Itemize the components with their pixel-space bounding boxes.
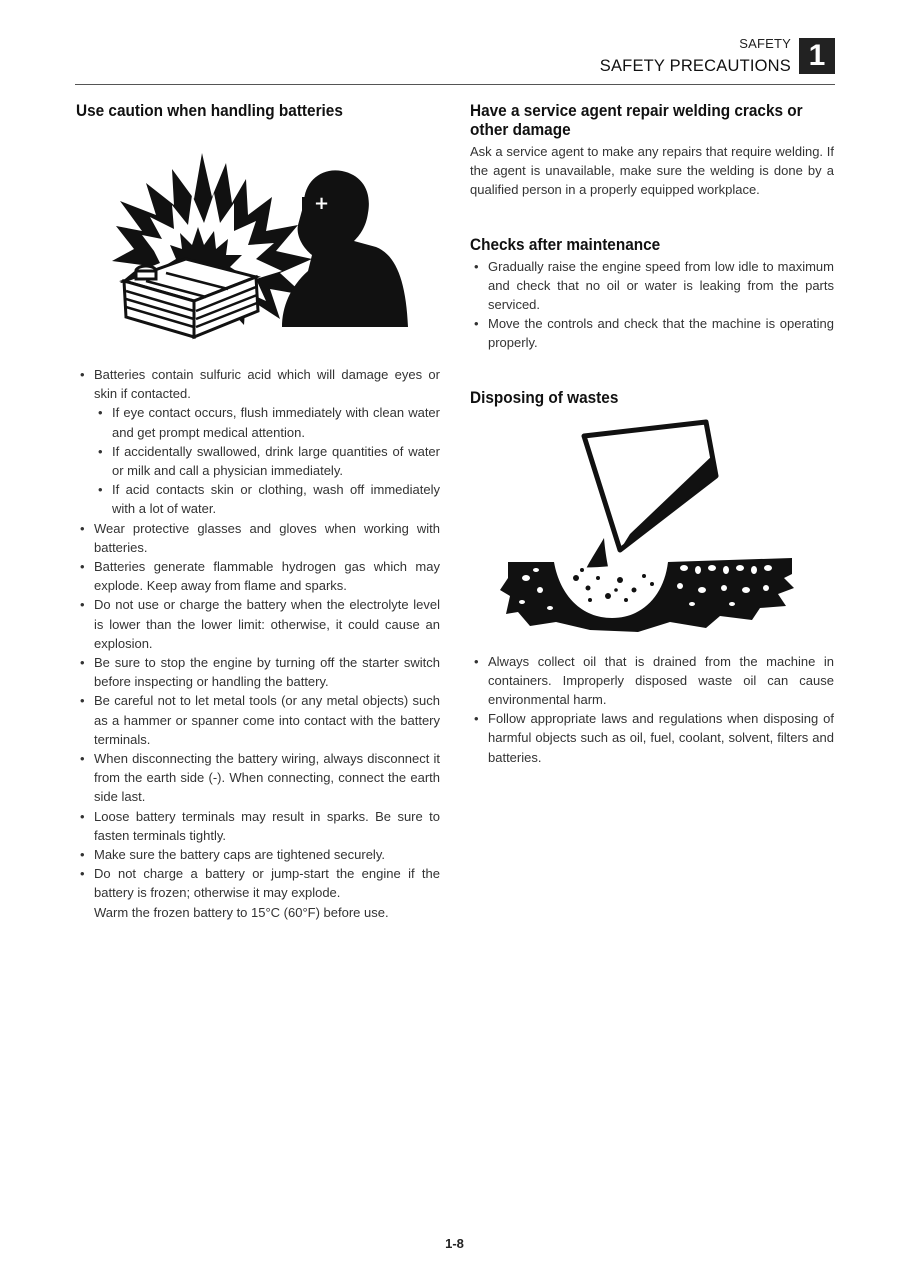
list-item: • Move the controls and check that the machine is operating properly. (470, 314, 834, 352)
list-item: • Batteries generate flammable hydrogen gas which may explode. Keep away from flame and sparks. (76, 557, 440, 595)
battery-heading: Use caution when handling batteries (76, 102, 343, 120)
list-item: • Batteries contain sulfuric acid which will damage eyes or skin if contacted. • If eye contact occurs, flush immediately with clean water and get prompt medical attention. • If accidentally swallowed, drink large quantities of water or milk and call a physician immediately. • If acid contacts skin or clothing, wash off immediately with a lot of water. (76, 365, 440, 519)
list-item: • Do not use or charge the battery when the electrolyte level is lower than the lower limit: otherwise, it could cause an explosion. (76, 595, 440, 653)
list-item: • Always collect oil that is drained from the machine in containers. Improperly disposed waste oil can cause environmental harm. (470, 652, 834, 710)
list-item: • Loose battery terminals may result in sparks. Be sure to fasten terminals tightly. (76, 807, 440, 845)
battery-explosion-icon (76, 131, 440, 343)
list-item: • Do not charge a battery or jump-start the engine if the battery is frozen; otherwise it may explode. Warm the frozen battery to 15°C (60°F) before use. (76, 864, 440, 922)
battery-precautions-list (76, 365, 440, 922)
page-number: 1-8 (445, 1236, 464, 1251)
oil-disposal-icon (470, 418, 834, 634)
checks-list (470, 257, 834, 353)
list-item: • Be sure to stop the engine by turning off the starter switch before inspecting or handling the battery. (76, 653, 440, 691)
list-item: • Wear protective glasses and gloves when working with batteries. (76, 519, 440, 557)
chapter-number-badge: 1 (799, 38, 835, 74)
list-item: • Make sure the battery caps are tightened securely. (76, 845, 440, 864)
wastes-list (470, 652, 834, 767)
welding-body: Ask a service agent to make any repairs that require welding. If the agent is unavailable, make sure the welding is done by a qualified person in a properly equipped workplace. (470, 144, 834, 198)
svg-text:+: + (314, 193, 330, 214)
section-title: SAFETY PRECAUTIONS (599, 57, 791, 75)
header-divider (75, 84, 835, 85)
section-label: SAFETY (739, 36, 791, 51)
list-item: • If accidentally swallowed, drink large quantities of water or milk and call a physician immediately. (94, 442, 440, 480)
wastes-heading: Disposing of wastes (470, 388, 619, 407)
list-item: • Be careful not to let metal tools (or any metal objects) such as a hammer or spanner come into contact with the battery terminals. (76, 691, 440, 749)
list-item: • When disconnecting the battery wiring, always disconnect it from the earth side (-). When connecting, connect the earth side last. (76, 749, 440, 807)
list-item: • If acid contacts skin or clothing, wash off immediately with a lot of water. (94, 480, 440, 518)
list-item: • Gradually raise the engine speed from low idle to maximum and check that no oil or water is leaking from the parts serviced. (470, 257, 834, 315)
list-item: • Follow appropriate laws and regulations when disposing of harmful objects such as oil, fuel, coolant, solvent, filters and batteries. (470, 709, 834, 767)
page-header (75, 36, 835, 86)
checks-heading: Checks after maintenance (470, 235, 661, 254)
list-item: • If eye contact occurs, flush immediately with clean water and get prompt medical attention. (94, 403, 440, 441)
left-column (76, 102, 440, 922)
sub-list (94, 403, 440, 518)
welding-heading: Have a service agent repair welding cracks or other damage (470, 102, 803, 139)
right-column (470, 102, 834, 767)
